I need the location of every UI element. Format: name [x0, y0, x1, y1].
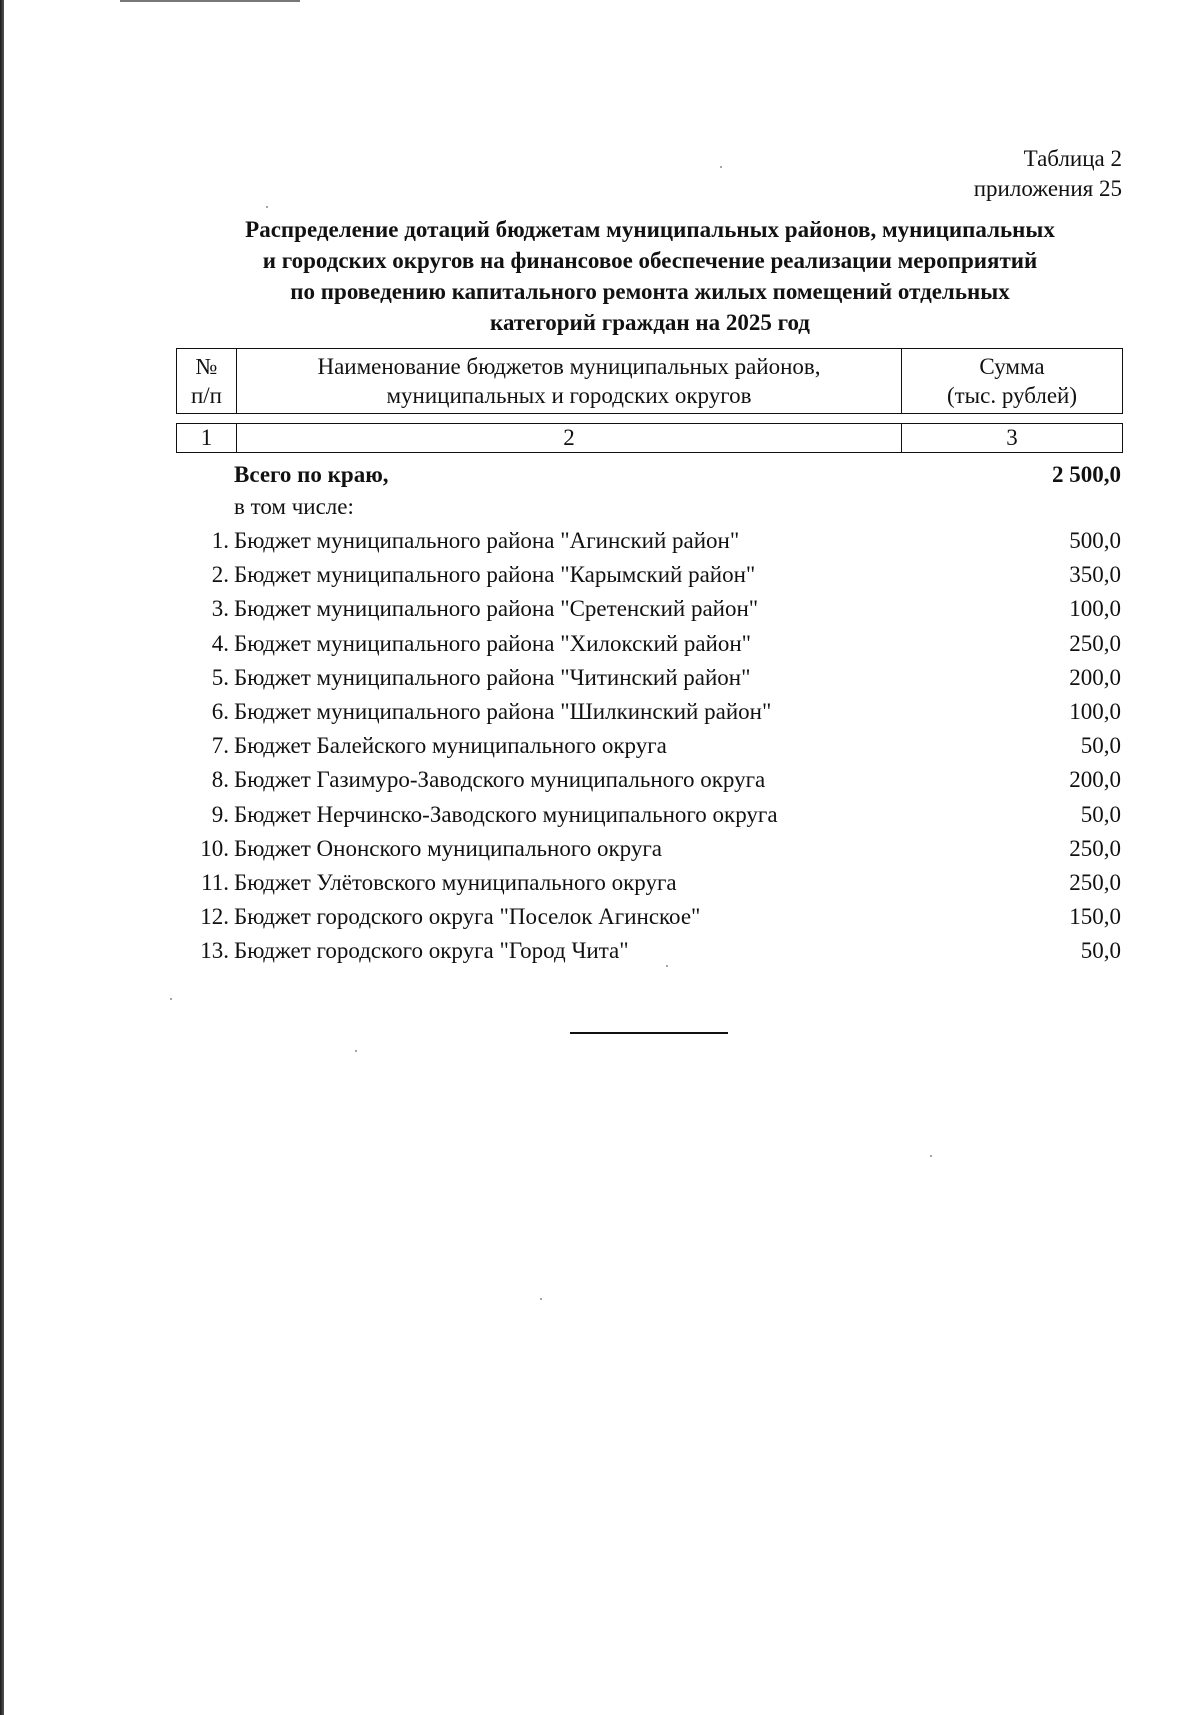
- row-name: Бюджет муниципального района "Сретенский район": [234, 596, 759, 622]
- row-sum: 500,0: [1069, 528, 1121, 553]
- scan-speck: [930, 1155, 932, 1157]
- row-name: Бюджет Ононского муниципального округа: [234, 835, 662, 861]
- scan-border-top: [120, 0, 300, 2]
- row-sum: 250,0: [1069, 870, 1121, 895]
- row-name: Бюджет муниципального района "Агинский район": [234, 528, 740, 553]
- row-num: 2.: [211, 562, 229, 588]
- header-number-line2: п/п: [190, 383, 222, 408]
- row-num: 3.: [211, 596, 229, 622]
- table-row: [176, 900, 1123, 934]
- row-name: Бюджет Улётовского муниципального округа: [234, 870, 677, 895]
- header-name-line1: Наименование бюджетов муниципальных районов,: [317, 354, 821, 379]
- table-row: [176, 695, 1123, 729]
- column-number: 2: [237, 424, 902, 452]
- table-row: [176, 524, 1123, 558]
- subtotal-row: [176, 490, 1123, 524]
- row-name: Бюджет Нерчинско-Заводского муниципального округа: [234, 801, 778, 827]
- row-sum: 350,0: [1069, 562, 1121, 588]
- total-label: Всего по краю,: [234, 462, 389, 487]
- scan-speck: [355, 1050, 357, 1052]
- table-row: [176, 798, 1123, 832]
- column-number: 3: [1006, 425, 1018, 450]
- title-line: и городских округов на финансовое обеспечение реализации мероприятий: [262, 248, 1038, 273]
- row-num: 6.: [211, 699, 229, 724]
- table-caption: [974, 144, 1122, 204]
- title-line: категорий граждан на 2025 год: [490, 310, 810, 335]
- column-numbers-row: [176, 423, 1123, 453]
- row-sum: 250,0: [1069, 630, 1121, 656]
- row-sum: 200,0: [1069, 767, 1121, 793]
- row-name: Бюджет муниципального района "Карымский район": [234, 562, 756, 588]
- row-sum: 50,0: [1080, 733, 1121, 759]
- row-sum: 200,0: [1069, 664, 1121, 690]
- row-num: 7.: [211, 733, 229, 759]
- header-name-line2: муниципальных и городских округов: [386, 383, 752, 408]
- row-num: 5.: [211, 664, 229, 690]
- row-num: 8.: [211, 767, 229, 793]
- table-row: [176, 866, 1123, 900]
- row-name: Бюджет Газимуро-Заводского муниципального округа: [234, 767, 766, 793]
- caption-table-number: Таблица 2: [1023, 146, 1122, 171]
- row-name: Бюджет Балейского муниципального округа: [234, 733, 667, 759]
- row-num: 10.: [200, 835, 229, 861]
- table-row: [176, 832, 1123, 866]
- row-sum: 150,0: [1069, 904, 1121, 930]
- subtotal-label: в том числе:: [234, 494, 354, 519]
- row-num: 11.: [201, 870, 229, 895]
- header-sum-line2: (тыс. рублей): [946, 383, 1078, 408]
- header-number-line1: №: [195, 354, 218, 379]
- table-row: [176, 592, 1123, 626]
- header-number-cell: [177, 349, 237, 413]
- row-num: 9.: [211, 801, 229, 827]
- row-sum: 250,0: [1069, 835, 1121, 861]
- scan-border: [0, 0, 4, 1715]
- total-sum: 2 500,0: [1052, 462, 1121, 487]
- row-name: Бюджет муниципального района "Шилкинский район": [234, 699, 772, 724]
- scan-speck: [720, 166, 722, 168]
- title-line: по проведению капитального ремонта жилых помещений отдельных: [290, 279, 1010, 304]
- title-line: Распределение дотаций бюджетам муниципальных районов, муниципальных: [245, 217, 1055, 242]
- scan-speck: [170, 998, 172, 1000]
- row-num: 1.: [211, 528, 229, 553]
- row-sum: 100,0: [1069, 699, 1121, 724]
- row-name: Бюджет городского округа "Город Чита": [234, 938, 629, 964]
- header-name-cell: [237, 349, 902, 413]
- table-row: [176, 661, 1123, 695]
- row-num: 4.: [211, 630, 229, 656]
- table-row: [176, 763, 1123, 797]
- header-sum-line1: Сумма: [979, 354, 1045, 379]
- row-name: Бюджет муниципального района "Читинский район": [234, 664, 751, 690]
- header-sum-cell: [902, 349, 1122, 413]
- table-header: [176, 348, 1123, 414]
- row-num: 13.: [200, 938, 229, 964]
- row-sum: 50,0: [1080, 801, 1121, 827]
- column-number: 1: [177, 424, 237, 452]
- total-row: [176, 458, 1123, 492]
- row-sum: 50,0: [1080, 938, 1121, 964]
- scan-speck: [266, 206, 268, 208]
- table-row: [176, 934, 1123, 968]
- document-title: [170, 214, 1130, 338]
- scan-speck: [540, 1298, 542, 1300]
- row-num: 12.: [200, 904, 229, 930]
- table-row: [176, 729, 1123, 763]
- table-row: [176, 558, 1123, 592]
- row-sum: 100,0: [1069, 596, 1121, 622]
- row-name: Бюджет городского округа "Поселок Агинское": [234, 904, 701, 930]
- caption-appendix: приложения 25: [973, 176, 1122, 201]
- row-name: Бюджет муниципального района "Хилокский район": [234, 630, 752, 656]
- end-of-table-line: [570, 1032, 728, 1034]
- table-row: [176, 627, 1123, 661]
